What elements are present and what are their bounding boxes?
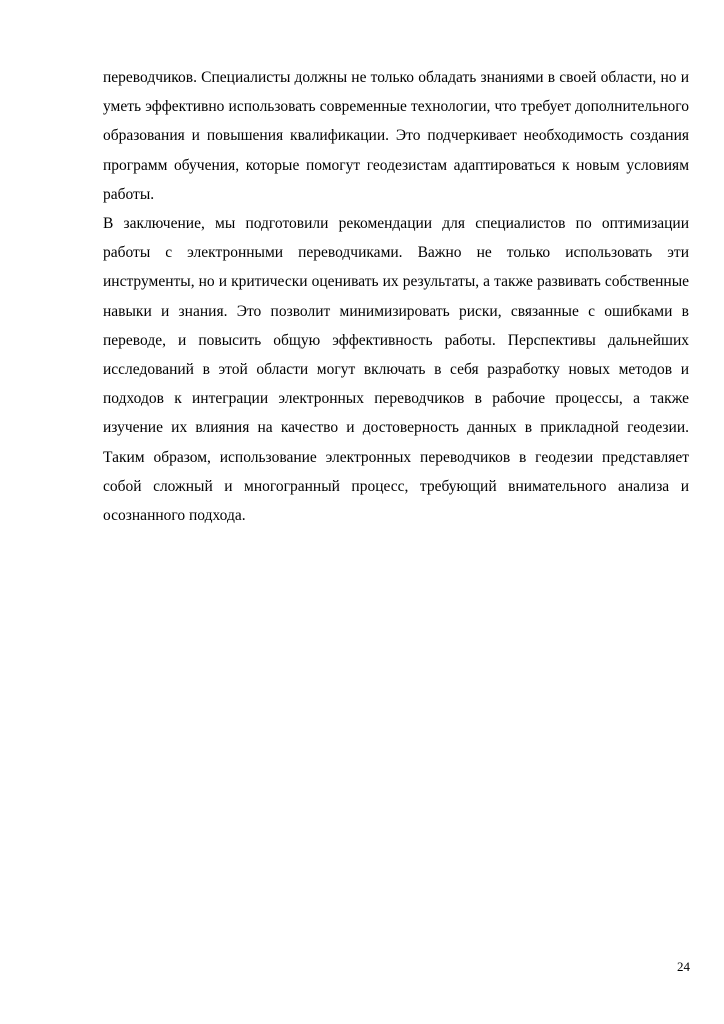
- page-number: 24: [677, 959, 690, 974]
- body-text: [103, 63, 689, 530]
- paragraph-continuation: переводчиков. Специалисты должны не только обладать знаниями в своей области, но и уметь эффективно использовать современные технологии, что требует дополнительного образования и повышения квалификации. Это подчеркивает необходимость создания программ обучения, которые помогут геодезистам адаптироваться к новым условиям работы.: [103, 69, 689, 203]
- paragraph-conclusion: В заключение, мы подготовили рекомендации для специалистов по оптимизации работы с электронными переводчиками. Важно не только использовать эти инструменты, но и критически оценивать их результаты, а также развивать собственные навыки и знания. Это позволит минимизировать риски, связанные с ошибками в переводе, и повысить общую эффективность работы. Перспективы дальнейших исследований в этой области могут включать в себя разработку новых методов и подходов к интеграции электронных переводчиков в рабочие процессы, а также изучение их влияния на качество и достоверность данных в прикладной геодезии. Таким образом, использование электронных переводчиков в геодезии представляет собой сложный и многогранный процесс, требующий внимательного анализа и осознанного подхода.: [103, 215, 689, 525]
